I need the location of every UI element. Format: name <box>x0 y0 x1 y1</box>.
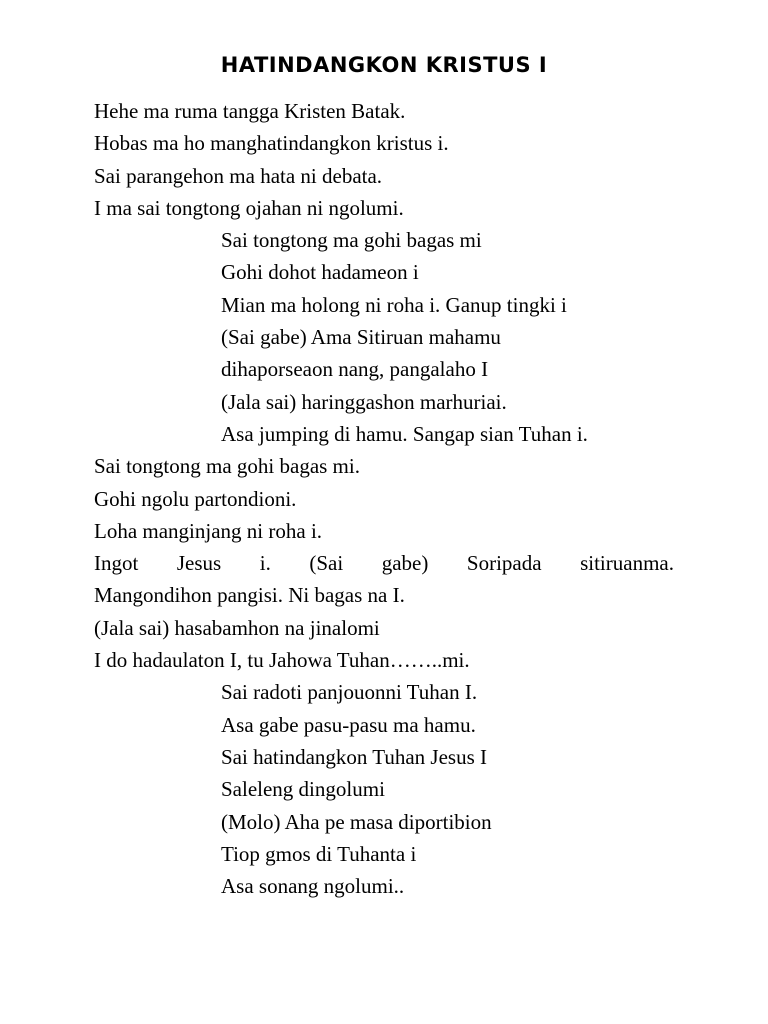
lyric-word: Soripada <box>466 551 542 576</box>
lyric-line: Sai tongtong ma gohi bagas mi <box>221 228 482 253</box>
lyric-line: Asa jumping di hamu. Sangap sian Tuhan i. <box>221 421 588 446</box>
lyric-line: I do hadaulaton I, tu Jahowa Tuhan……..mi. <box>94 648 470 673</box>
lyric-line: Gohi ngolu partondioni. <box>94 486 297 511</box>
lyric-line: Sai tongtong ma gohi bagas mi. <box>94 454 360 479</box>
lyric-line: (Sai gabe) Ama Sitiruan mahamu <box>221 325 501 350</box>
lyric-line: Mangondihon pangisi. Ni bagas na I. <box>94 583 405 608</box>
lyric-line: Mian ma holong ni roha i. Ganup tingki i <box>221 292 567 317</box>
lyric-line: Saleleng dingolumi <box>221 777 385 802</box>
lyric-word: (Sai <box>309 551 344 576</box>
lyric-word: i. <box>259 551 271 576</box>
lyric-line: Hobas ma ho manghatindangkon kristus i. <box>94 131 449 156</box>
lyric-line: Loha manginjang ni roha i. <box>94 518 323 543</box>
lyric-line: (Jala sai) haringgashon marhuriai. <box>221 389 507 414</box>
lyric-line: Tiop gmos di Tuhanta i <box>221 841 417 866</box>
lyric-word: Jesus <box>176 551 222 576</box>
lyric-line: Hehe ma ruma tangga Kristen Batak. <box>94 99 406 123</box>
lyric-line <box>94 547 674 579</box>
lyric-line: Sai parangehon ma hata ni debata. <box>94 163 383 188</box>
lyric-line: Asa gabe pasu-pasu ma hamu. <box>221 712 476 737</box>
page-title: HATINDANGKON KRISTUS I <box>220 53 548 77</box>
lyric-word: gabe) <box>381 551 429 576</box>
lyric-line: Sai radoti panjouonni Tuhan I. <box>221 680 478 705</box>
lyrics-body <box>94 95 674 902</box>
lyric-word: sitiruanma. <box>580 551 674 576</box>
lyric-line: Gohi dohot hadameon i <box>221 260 419 285</box>
lyric-line: (Molo) Aha pe masa diportibion <box>221 809 492 834</box>
lyric-word: Ingot <box>94 551 139 576</box>
lyric-line: I ma sai tongtong ojahan ni ngolumi. <box>94 195 404 220</box>
lyric-line: Asa sonang ngolumi.. <box>221 874 405 899</box>
lyric-line: Sai hatindangkon Tuhan Jesus I <box>221 744 488 769</box>
lyric-line: (Jala sai) hasabamhon na jinalomi <box>94 615 380 640</box>
lyric-line: dihaporseaon nang, pangalaho I <box>221 357 489 382</box>
